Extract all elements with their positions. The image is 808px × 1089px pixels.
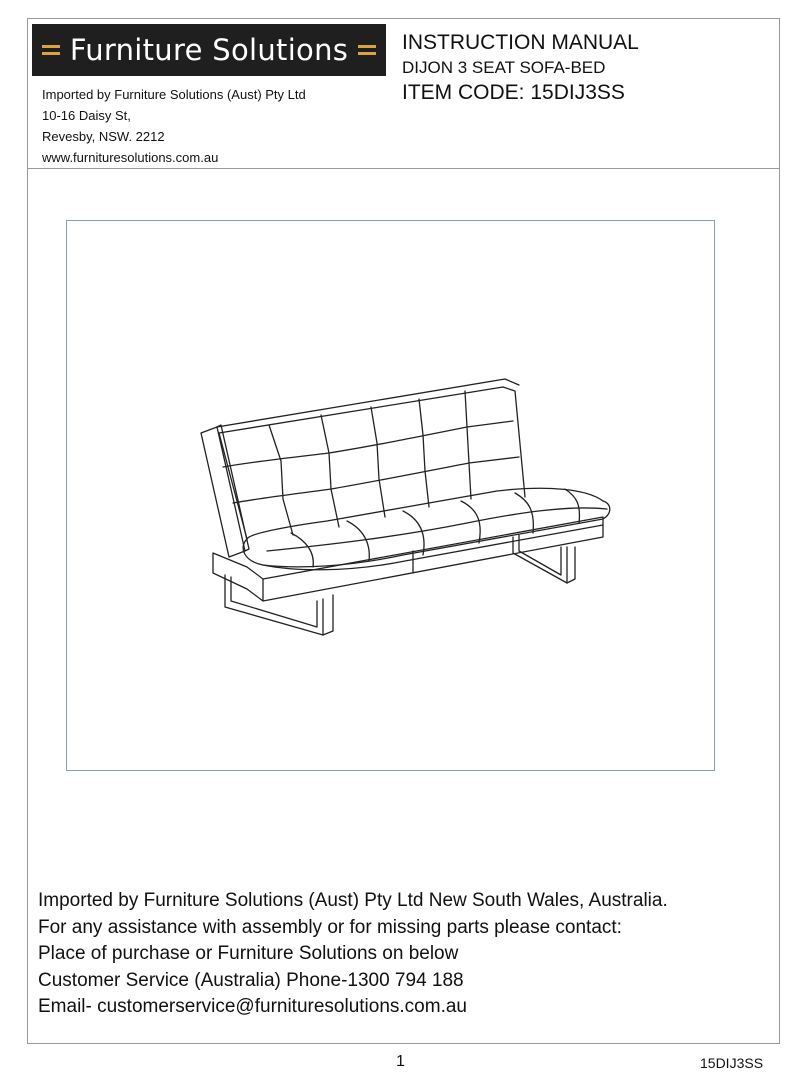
contact-line: For any assistance with assembly or for missing parts please contact:	[38, 916, 622, 938]
product-illustration	[66, 220, 715, 771]
importer-website: www.furnituresolutions.com.au	[42, 150, 219, 165]
importer-line: 10-16 Daisy St,	[42, 108, 131, 123]
importer-line: Imported by Furniture Solutions (Aust) Pty Ltd	[42, 87, 306, 102]
document-titles	[402, 30, 639, 106]
logo-bars-icon	[358, 45, 376, 55]
contact-email: Email- customerservice@furnituresolutions.com.au	[38, 996, 467, 1017]
document-title: INSTRUCTION MANUAL	[402, 31, 639, 54]
sofa-bed-icon	[67, 221, 714, 770]
page-number: 1	[396, 1053, 405, 1070]
item-code: ITEM CODE: 15DIJ3SS	[402, 81, 625, 104]
logo-text: Furniture Solutions	[69, 33, 349, 67]
product-name: DIJON 3 SEAT SOFA-BED	[402, 58, 606, 77]
brand-logo	[32, 24, 386, 76]
importer-line: Revesby, NSW. 2212	[42, 129, 165, 144]
contact-phone: Customer Service (Australia) Phone-1300 794 188	[38, 969, 464, 991]
contact-line: Place of purchase or Furniture Solutions on below	[38, 943, 459, 964]
importer-address	[42, 84, 306, 168]
contact-information	[38, 888, 668, 1021]
footer-item-code: 15DIJ3SS	[700, 1055, 764, 1071]
logo-bars-icon	[42, 45, 60, 55]
contact-line: Imported by Furniture Solutions (Aust) Pty Ltd New South Wales, Australia.	[38, 890, 668, 911]
header-divider	[27, 168, 780, 169]
